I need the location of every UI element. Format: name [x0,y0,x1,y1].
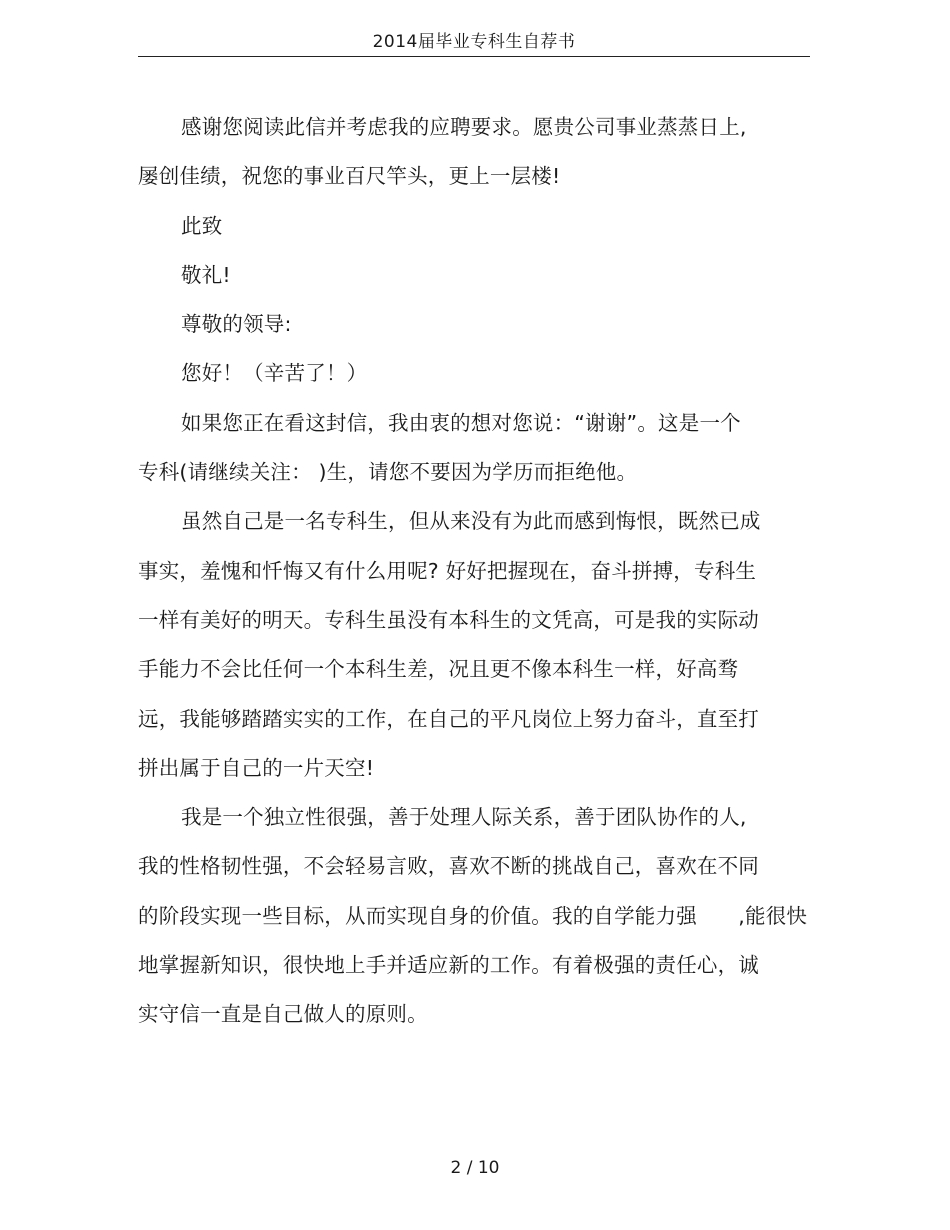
closing-salute: 敬礼! [181,262,231,287]
text-line: 拼出属于自己的一片天空! [138,755,375,780]
text-line: 实守信一直是自己做人的原则。 [138,1002,428,1027]
header-divider [138,56,810,57]
text-line: 事实，羞愧和忏悔又有什么用呢? 好好把握现在，奋斗拼搏，专科生 [138,558,757,583]
text-line: 专科(请继续关注： )生，请您不要因为学历而拒绝他。 [138,460,638,485]
text-line: 一样有美好的明天。专科生虽没有本科生的文凭高，可是我的实际动 [138,607,759,632]
closing-phrase: 此致 [181,213,223,238]
salutation: 尊敬的领导: [181,312,292,337]
text-line: 远，我能够踏踏实实的工作，在自己的平凡岗位上努力奋斗，直至打 [138,706,759,731]
text-line: 地掌握新知识，很快地上手并适应新的工作。有着极强的责任心，诚 [138,953,759,978]
text-line: 虽然自己是一名专科生，但从来没有为此而感到悔恨，既然已成 [181,509,761,534]
page-number: 2 / 10 [450,1158,500,1178]
text-line: 感谢您阅读此信并考虑我的应聘要求。愿贵公司事业蒸蒸日上, [181,115,747,139]
page-header-title: 2014届毕业专科生自荐书 [372,32,576,52]
text-line: 屡创佳绩，祝您的事业百尺竿头，更上一层楼! [138,164,561,189]
text-line: 手能力不会比任何一个本科生差，况且更不像本科生一样，好高骛 [138,657,739,682]
text-line: 我是一个独立性很强，善于处理人际关系，善于团队协作的人, [181,805,747,830]
letter-body [138,103,818,1040]
text-line: 的阶段实现一些目标，从而实现自身的价值。我的自学能力强 ,能很快 [138,903,808,928]
text-line: 如果您正在看这封信，我由衷的想对您说：“谢谢”。这是一个 [181,410,741,435]
greeting: 您好！（辛苦了！） [181,361,368,386]
text-line: 我的性格韧性强，不会轻易言败，喜欢不断的挑战自己，喜欢在不同 [138,854,759,879]
